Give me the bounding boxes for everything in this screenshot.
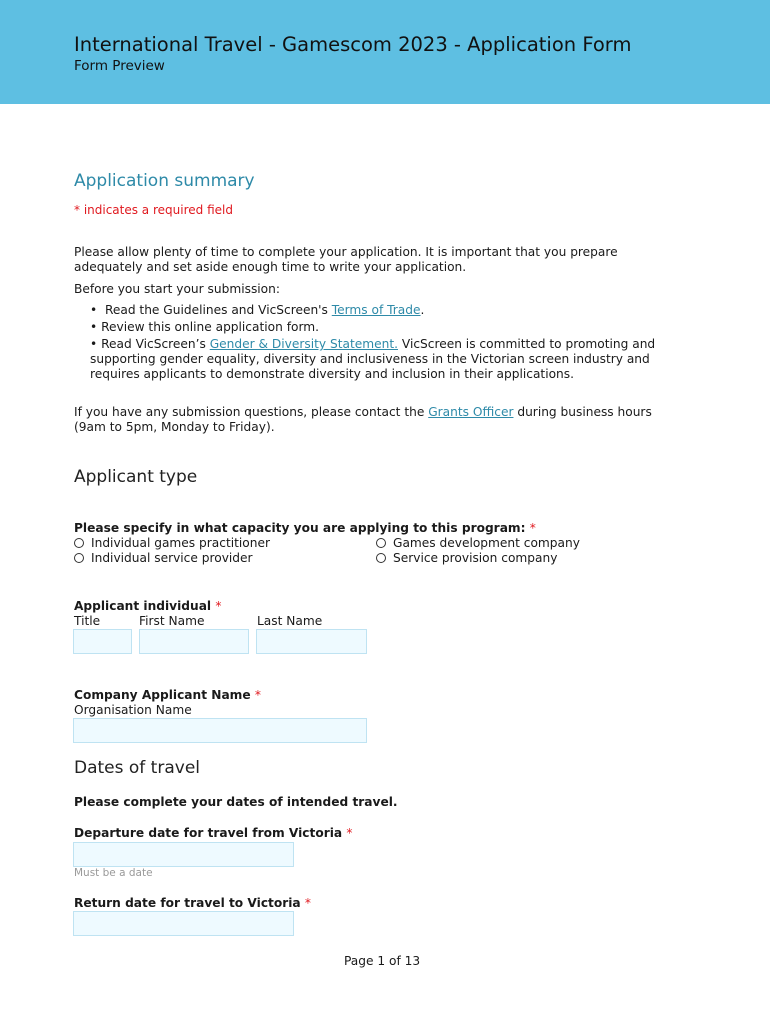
organisation-name-label: Organisation Name <box>74 703 192 717</box>
before-start-text: Before you start your submission: <box>74 282 280 296</box>
checklist <box>90 303 656 382</box>
checklist-item-review: • Review this online application form. <box>90 320 319 334</box>
radio-circle-icon[interactable] <box>74 538 84 548</box>
capacity-question: Please specify in what capacity you are applying to this program: * <box>74 521 536 535</box>
page-number: Page 1 of 13 <box>344 954 421 968</box>
checklist-item-diversity: • Read VicScreen’s Gender & Diversity Statement. VicScreen is committed to promoting and supporting gender equality, diversity and inclusiveness in the Victorian screen industry and requires applicants to demonstrate diversity and inclusion in their applications. <box>90 337 656 381</box>
last-name-input[interactable] <box>256 629 367 654</box>
radio-service-provision-company[interactable]: Service provision company <box>376 551 557 566</box>
intro-paragraph: Please allow plenty of time to complete your application. It is important that you prepare adequately and set aside enough time to write your application. <box>74 245 618 274</box>
required-star: * <box>215 599 222 613</box>
company-applicant-name-label: Company Applicant Name * <box>74 688 261 702</box>
bullet-dot: • <box>90 303 105 317</box>
departure-date-hint: Must be a date <box>74 867 153 879</box>
applicant-type-heading: Applicant type <box>74 467 198 487</box>
return-date-input[interactable] <box>73 911 294 936</box>
form-header <box>0 0 770 104</box>
departure-date-input[interactable] <box>73 842 294 867</box>
gender-diversity-statement-link[interactable]: Gender & Diversity Statement. <box>209 337 398 351</box>
radio-individual-service-provider[interactable]: Individual service provider <box>74 551 253 566</box>
radio-individual-games-practitioner[interactable]: Individual games practitioner <box>74 536 270 551</box>
first-name-label: First Name <box>139 614 205 628</box>
grants-officer-link[interactable]: Grants Officer <box>428 405 514 419</box>
required-star: * <box>254 688 261 702</box>
application-summary-heading: Application summary <box>74 171 255 191</box>
contact-paragraph: If you have any submission questions, please contact the Grants Officer during business hours (9am to 5pm, Monday to Friday). <box>74 405 652 434</box>
required-star: * <box>529 521 536 535</box>
radio-games-development-company[interactable]: Games development company <box>376 536 580 551</box>
form-title: International Travel - Gamescom 2023 - Application Form <box>74 33 632 56</box>
radio-circle-icon[interactable] <box>74 553 84 563</box>
checklist-item-guidelines: • Read the Guidelines and VicScreen's Terms of Trade. <box>90 303 425 317</box>
last-name-label: Last Name <box>257 614 323 628</box>
title-input[interactable] <box>73 629 132 654</box>
radio-circle-icon[interactable] <box>376 538 386 548</box>
dates-instruction: Please complete your dates of intended travel. <box>74 795 398 809</box>
dates-of-travel-heading: Dates of travel <box>74 758 200 778</box>
applicant-individual-label: Applicant individual * <box>74 599 222 613</box>
departure-date-label: Departure date for travel from Victoria * <box>74 826 353 840</box>
radio-circle-icon[interactable] <box>376 553 386 563</box>
bullet-dot: • <box>90 337 102 351</box>
terms-of-trade-link[interactable]: Terms of Trade <box>331 303 421 317</box>
required-star: * <box>346 826 353 840</box>
required-field-note: * indicates a required field <box>74 203 233 217</box>
required-star: * <box>304 896 312 910</box>
first-name-input[interactable] <box>139 629 249 654</box>
organisation-name-input[interactable] <box>73 718 367 743</box>
form-subtitle: Form Preview <box>74 58 165 74</box>
title-label: Title <box>74 614 101 628</box>
bullet-dot: • <box>90 320 102 334</box>
return-date-label: Return date for travel to Victoria * <box>74 896 312 910</box>
